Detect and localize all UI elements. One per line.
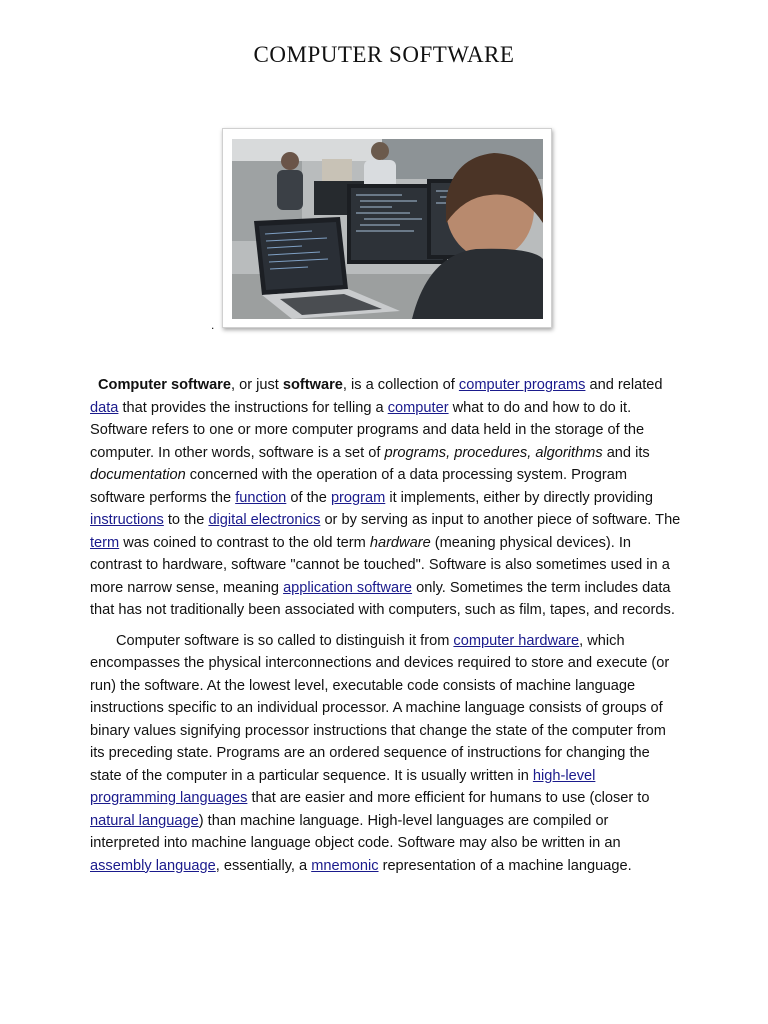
- italic-phrase: documentation: [90, 467, 186, 483]
- link-mnemonic[interactable]: mnemonic: [311, 857, 379, 874]
- photo-frame: [222, 128, 552, 328]
- text: and related: [585, 377, 663, 393]
- text: what to do and how to do it. Software refers to one or more computer programs and data held in the storage of the computer. In other words, software is a set of: [90, 399, 645, 461]
- link-term[interactable]: term: [90, 534, 120, 551]
- text: that are easier and more efficient for humans to use (closer to: [247, 790, 650, 806]
- text: of the: [286, 489, 331, 506]
- link-instructions[interactable]: instructions: [90, 512, 164, 528]
- photo-people-at-computers: [232, 139, 543, 319]
- text: concerned with the operation of a data processing system. Program software performs the: [90, 467, 628, 506]
- link-computer[interactable]: computer: [387, 399, 449, 416]
- text: representation of a machine language.: [378, 857, 632, 874]
- bold-term: Computer software: [98, 377, 231, 393]
- text: and its: [602, 444, 650, 461]
- text: or by serving as input to another piece of software. The: [320, 512, 681, 528]
- paragraph-hardware-distinction: [90, 630, 682, 878]
- link-computer-hardware[interactable]: computer hardware: [453, 632, 580, 649]
- text: to the: [163, 512, 209, 528]
- text: , which encompasses the physical interconnections and devices required to store and execute (or run) the software. At the lowest level, executable code consists of machine language instructions specific to an individual processor. A machine language consists of groups of binary values signifying processor instructions that change the state of the computer from its preceding state. Programs are an ordered sequence of instructions for changing the state of the computer in a particular sequence. It is usually written in: [90, 632, 670, 784]
- link-natural-language[interactable]: natural language: [90, 812, 199, 829]
- text: ) than machine language. High-level languages are compiled or interpreted into machine language object code. Software may also be written in an: [90, 812, 621, 851]
- paragraph-definition: [90, 374, 682, 622]
- article-body: [90, 374, 682, 885]
- link-high-level-programming-languages[interactable]: high-level programming languages: [90, 767, 596, 806]
- page-title: COMPUTER SOFTWARE: [253, 42, 515, 67]
- text: Computer software is so called to distinguish it from: [116, 632, 454, 649]
- text: it implements, either by directly providing: [385, 489, 653, 506]
- text: , is a collection of: [342, 377, 459, 393]
- text: , or just: [230, 377, 283, 393]
- bold-term: software: [282, 377, 343, 393]
- link-application-software[interactable]: application software: [283, 579, 413, 596]
- link-assembly-language[interactable]: assembly language: [90, 857, 216, 874]
- text: only. Sometimes the term includes data that has not traditionally been associated with computers, such as film, tapes, and records.: [90, 579, 675, 618]
- stray-dot: .: [211, 318, 215, 332]
- link-function[interactable]: function: [235, 489, 287, 506]
- link-digital-electronics[interactable]: digital electronics: [208, 512, 321, 528]
- text: was coined to contrast to the old term: [119, 534, 370, 551]
- link-program[interactable]: program: [330, 489, 386, 506]
- italic-phrase: hardware: [369, 534, 431, 551]
- link-data[interactable]: data: [90, 399, 119, 416]
- link-computer-programs[interactable]: computer programs: [458, 377, 586, 393]
- italic-phrase: programs, procedures, algorithms: [384, 444, 603, 461]
- text: that provides the instructions for telling a: [118, 399, 388, 416]
- text: (meaning physical devices). In contrast to hardware, software "cannot be touched". Software is also sometimes used in a more narrow sense, meaning: [90, 534, 670, 596]
- text: , essentially, a: [215, 857, 312, 874]
